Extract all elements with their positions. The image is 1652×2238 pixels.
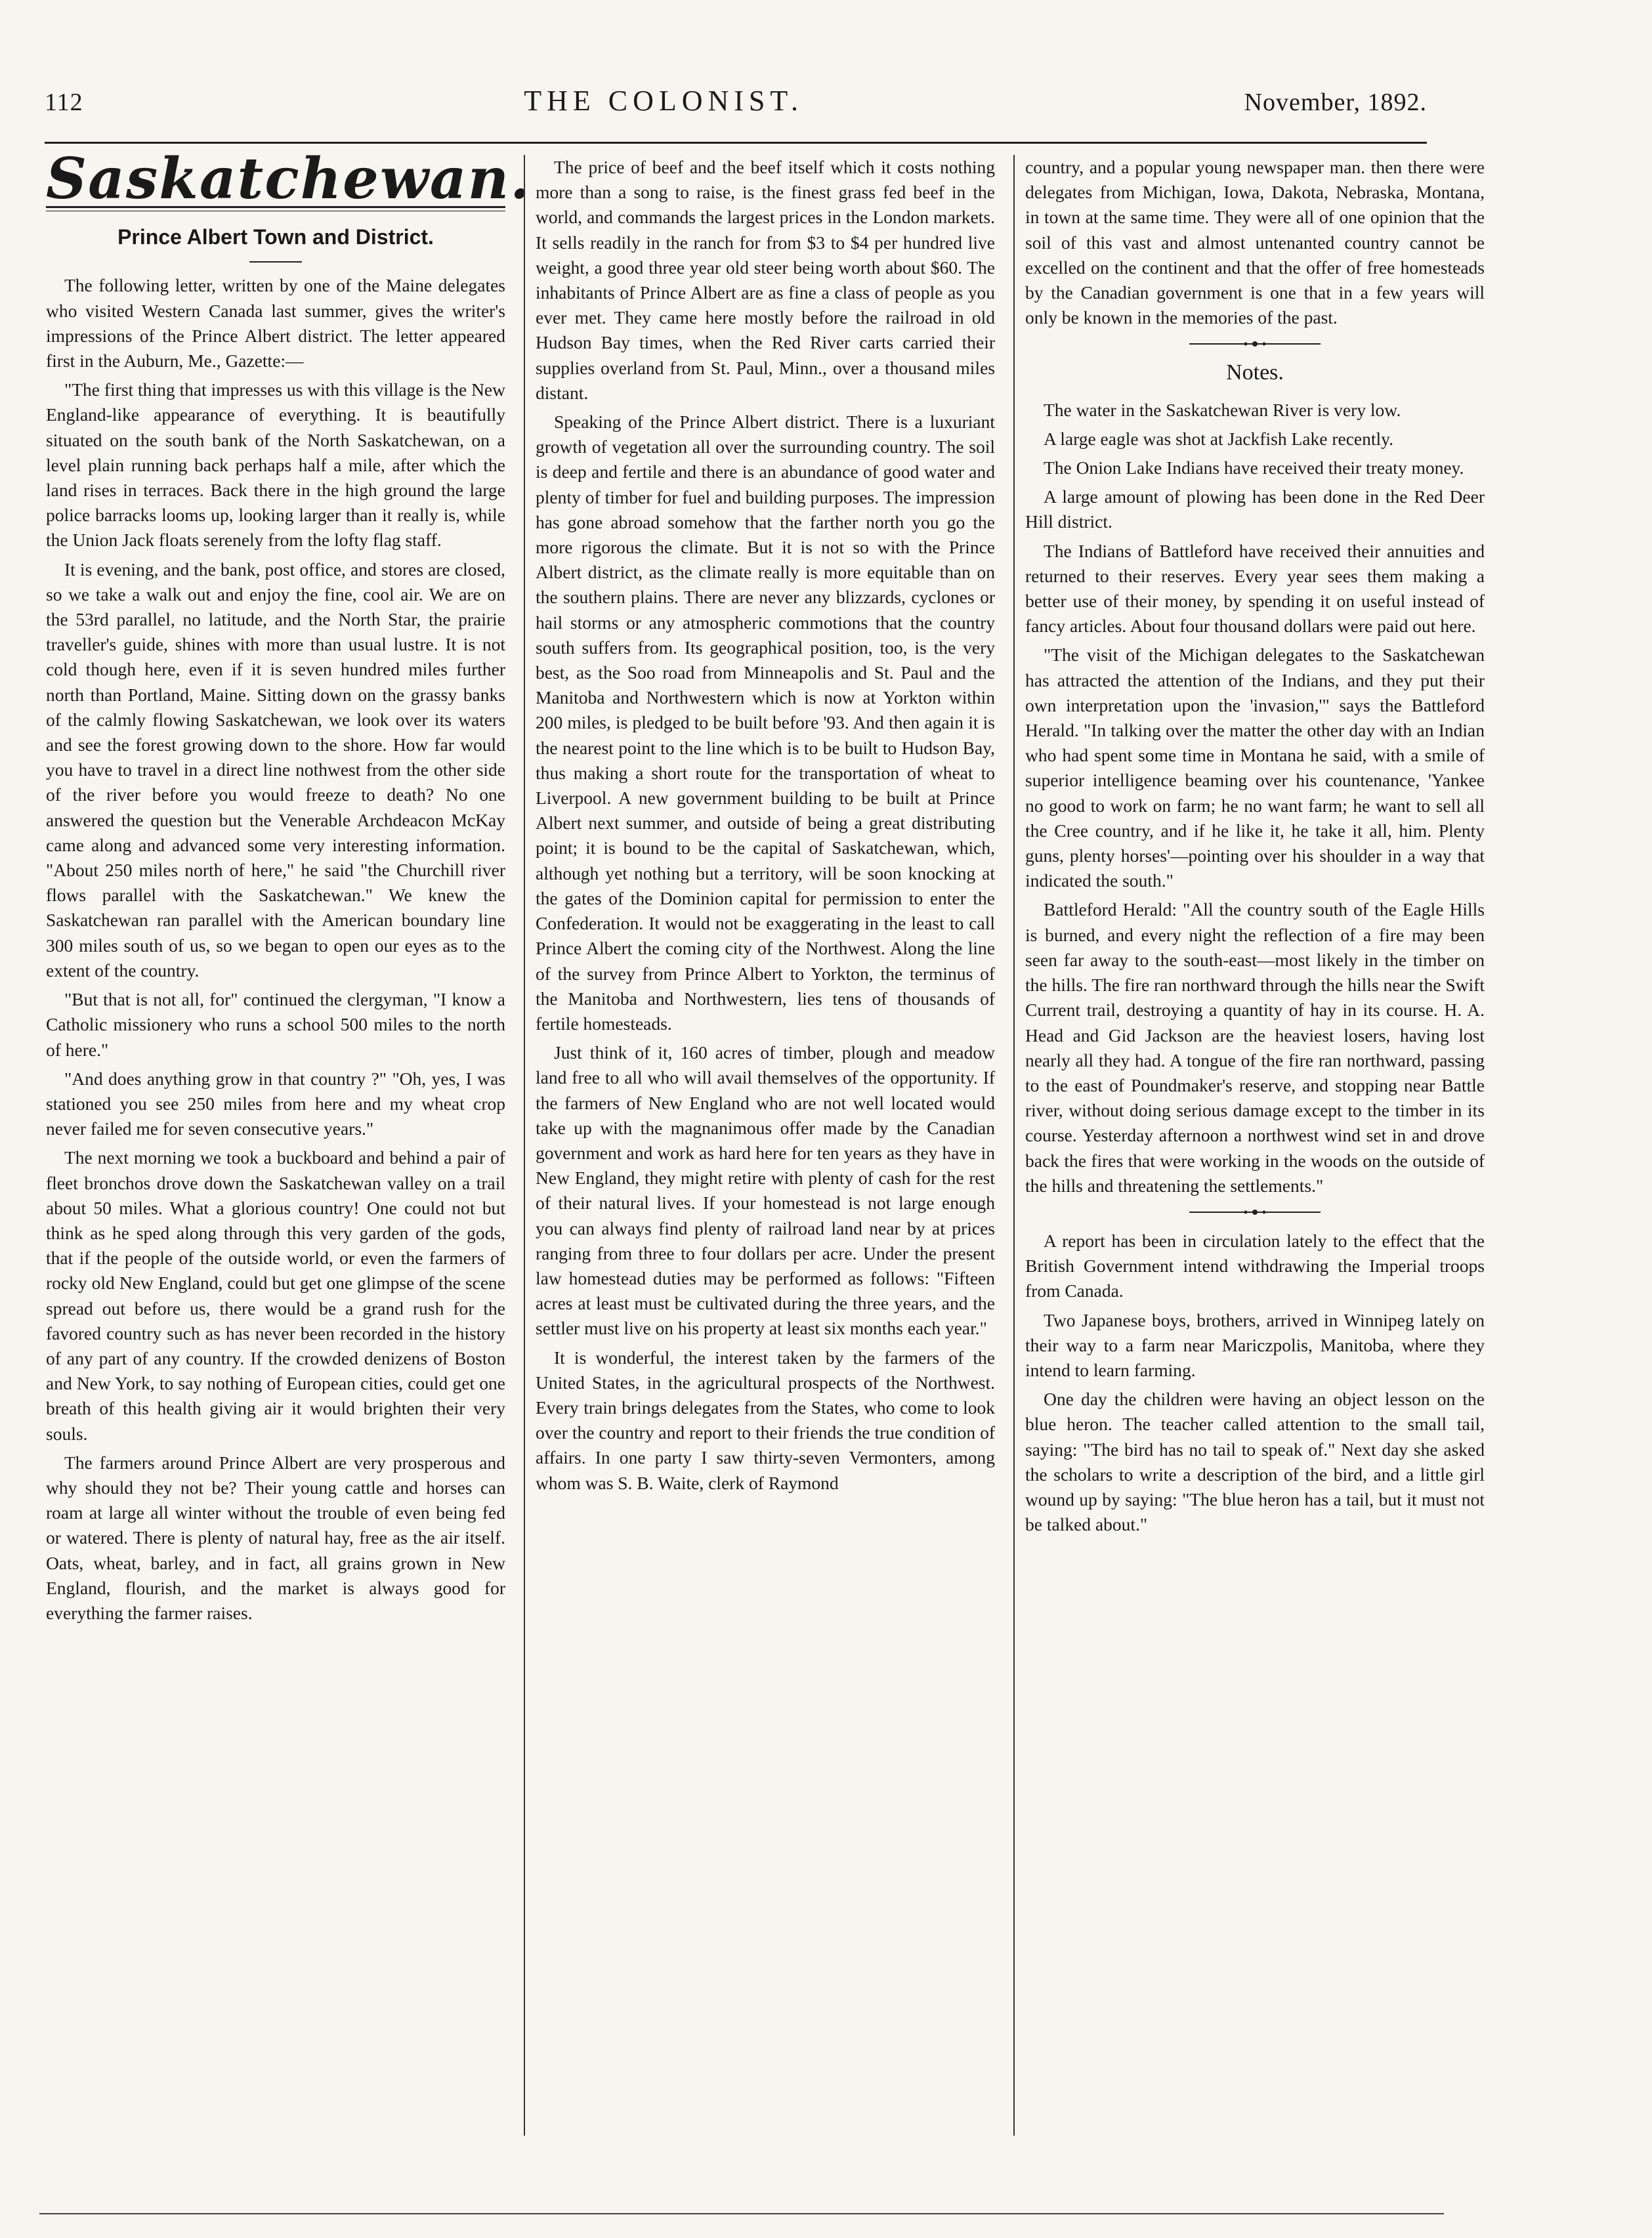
article-paragraph: Speaking of the Prince Albert district. There is a luxuriant growth of vegetation all over the surrounding country. The soil is deep and fertile and there is an abundance of good water and plenty of timber for fuel and building purposes. The impression has gone abroad somehow that the farther north you go the more rigorous the climate. But it is not so with the Prince Albert district, as the climate really is more equitable than on the southern plains. There are never any blizzards, cyclones or hail storms or any atmospheric commotions that the country south suffers from. Its geographical position, too, is the very best, as the Soo road from Minneapolis and St. Paul and the Manitoba and Northwestern which is now at Yorkton within 200 miles, is pledged to be built before '93. And then again it is the nearest point to the line which is to be built to Hudson Bay, thus making a short route for the transportation of wheat to Liverpool. A new government building to be built at Prince Albert next summer, and outside of being a great distributing point; it is bound to be the capital of Saskatchewan, which, although yet nothing but a territory, will be soon knocking at the gates of the Dominion capital for permission to enter the Confederation. It would not be exaggerating in the least to call Prince Albert the coming city of the Northwest. Along the line of the survey from Prince Albert to Yorkton, the terminus of the Manitoba and Northwestern, lies tens of thousands of fertile homesteads.: [536, 412, 995, 1034]
article-paragraph: The next morning we took a buckboard and behind a pair of fleet bronchos drove down the Saskatchewan valley on a trail about 50 miles. What a glorious country! One could not but think as he sped along through this very garden of the gods, that if the people of the outside world, or even the farmers of rocky old New England, could but get one glimpse of the scene spread out before us, there would be a grand rush for the favored country such as has never been recorded in the history of any part of any country. If the crowded denizens of Boston and New York, to say nothing of European cities, could get one breath of this health giving air it would brighten their very souls.: [46, 1147, 505, 1444]
note-paragraph: "The visit of the Michigan delegates to the Saskatchewan has attracted the attention of the Indians, and they put their own interpretation upon the 'invasion,'" says the Battleford Herald. "In talking over the matter the other day with an Indian who had spent some time in Montana he said, with a smile of superior intelligence beaming over his countenance, 'Yankee no good to work on farm; he no want farm; he want to sell all the Cree country, and if he like it, he take it all, him. Plenty guns, plenty horses'—pointing over his shoulder in a way that indicated the south.": [1025, 644, 1485, 891]
article-paragraph: country, and a popular young newspaper man. then there were delegates from Michigan, Iowa, Dakota, Nebraska, Montana, in town at the same time. They were all of one opinion that the soil of this vast and almost untenanted country cannot be excelled on the continent and that the offer of free homesteads by the Canadian government is one that in a few years will only be known in the memories of the past.: [1025, 157, 1485, 328]
column-2: [536, 155, 995, 1500]
ornament-separator: [1025, 339, 1485, 348]
issue-date: November, 1892.: [1244, 89, 1427, 116]
article-paragraph: Just think of it, 160 acres of timber, plough and meadow land free to all who will avail themselves of the opportunity. If the farmers of New England who are not well located would take up with the magnanimous offer made by the Canadian government and work as hard here for ten years as they have in New England, they might retire with plenty of cash for the rest of their natural lives. If your homestead is not large enough you can always find plenty of railroad land near by at prices ranging from three to four dollars per acre. Under the present law homestead duties may be performed as follows: "Fifteen acres at least must be cultivated during the three years, and the settler must live on his property at least six months each year.": [536, 1042, 995, 1339]
article-paragraph: "The first thing that impresses us with this village is the New England-like appearance of everything. It is beautifully situated on the south bank of the North Saskatchewan, on a level plain running back perhaps half a mile, after which the land rises in terraces. Back there in the high ground the large police barracks looms up, looking larger than it really is, while the Union Jack floats serenely from the lofty flag staff.: [46, 379, 505, 551]
column-1: [46, 146, 532, 1630]
running-head: [45, 84, 1427, 130]
note-paragraph: A large amount of plowing has been done in the Red Deer Hill district.: [1025, 486, 1485, 532]
section-masthead: Saskatchewan.: [46, 146, 532, 212]
article-paragraph: It is wonderful, the interest taken by the farmers of the United States, in the agricultural prospects of the Northwest. Every train brings delegates from the States, who come to look over the country and report to their friends the true condition of affairs. In one party I saw thirty-seven Vermonters, among whom was S. B. Waite, clerk of Raymond: [536, 1347, 995, 1493]
note-paragraph: The Indians of Battleford have received their annuities and returned to their reserves. Every year sees them making a better use of their money, by spending it on useful instead of fancy articles. About four thousand dollars were paid out here.: [1025, 540, 1485, 637]
note-paragraph: A large eagle was shot at Jackfish Lake recently.: [1044, 428, 1393, 449]
article-paragraph: The farmers around Prince Albert are very prosperous and why should they not be? Their young cattle and horses can roam at large all winter without the trouble of even being fed or watered. There is plenty of natural hay, free as the air itself. Oats, wheat, barley, and in fact, all grains grown in New England, flourish, and the market is always good for everything the farmer raises.: [46, 1452, 505, 1623]
column-3: [1025, 155, 1485, 1541]
note-paragraph: One day the children were having an object lesson on the blue heron. The teacher called attention to the small tail, saying: "The bird has no tail to speak of." Next day she asked the scholars to write a description of the bird, and a little girl wound up by saying: "The blue heron has a tail, but it must not be talked about.": [1025, 1389, 1485, 1535]
article-heading: Prince Albert Town and District.: [117, 225, 434, 249]
note-paragraph: The water in the Saskatchewan River is very low.: [1044, 399, 1401, 420]
note-paragraph: The Onion Lake Indians have received their treaty money.: [1044, 457, 1464, 478]
page-bottom-rule: [39, 2213, 1444, 2214]
note-paragraph: Battleford Herald: "All the country south of the Eagle Hills is burned, and every night the reflection of a fire may been seen far away to the south-east—most likely in the timber on the hills. The fire ran northward through the hills near the Swift Current trail, destroying a quantity of hay in its course. H. A. Head and Gid Jackson are the heaviest losers, having lost nearly all they had. A tongue of the fire ran northward, passing to the east of Poundmaker's reserve, and stopping near Battle river, without doing serious damage except to the timber in its course. Yesterday afternoon a northwest wind set in and drove back the fires that were working in the woods on the outside of the hills and threatening the settlements.": [1025, 899, 1485, 1196]
page-number: 112: [45, 89, 83, 116]
article-paragraph: The following letter, written by one of the Maine delegates who visited Western Canada last summer, gives the writer's impressions of the Prince Albert district. The letter appeared first in the Auburn, Me., Gazette:—: [46, 275, 505, 371]
notes-heading: Notes.: [1226, 360, 1284, 385]
note-paragraph: A report has been in circulation lately to the effect that the British Government intend withdrawing the Imperial troops from Canada.: [1025, 1230, 1485, 1301]
article-paragraph: "But that is not all, for" continued the clergyman, "I know a Catholic missionery who runs a school 500 miles to the north of here.": [46, 989, 505, 1060]
article-paragraph: "And does anything grow in that country ?" "Oh, yes, I was stationed you see 250 miles from here and my wheat crop never failed me for seven consecutive years.": [46, 1068, 505, 1139]
ornament-separator: [1025, 1208, 1485, 1217]
article-paragraph: The price of beef and the beef itself which it costs nothing more than a song to raise, is the finest grass fed beef in the world, and commands the largest prices in the London markets. It sells readily in the ranch for from $3 to $4 per hundred live weight, a good three year old steer being worth about $60. The inhabitants of Prince Albert are as fine a class of people as you ever met. They came here mostly before the railroad in old Hudson Bay times, when the Red River carts carried their supplies overland from St. Paul, Minn., over a thousand miles distant.: [536, 157, 995, 403]
publication-title: THE COLONIST.: [524, 85, 804, 117]
article-paragraph: It is evening, and the bank, post office, and stores are closed, so we take a walk out and enjoy the fine, cool air. We are on the 53rd parallel, no latitude, and the North Star, the prairie traveller's guide, shines with more than usual lustre. It is not cold though here, even if it is seven hundred miles further north than Portland, Maine. Sitting down on the grassy banks of the calmly flowing Saskatchewan, we look over its waters and see the forest growing down to the shore. How far would you have to travel in a direct line nothwest from the other side of the river before you would freeze to death? No one answered the question but the Venerable Archdeacon McKay came along and advanced some very interesting information. "About 250 miles north of here," he said "the Churchill river flows parallel with the Saskatchewan." We knew the Saskatchewan ran parallel with the American boundary line 300 miles south of us, so we began to open our eyes as to the extent of the country.: [46, 559, 505, 981]
column-rule: [524, 155, 525, 2136]
note-paragraph: Two Japanese boys, brothers, arrived in Winnipeg lately on their way to a farm near Mariczpolis, Manitoba, where they intend to learn farming.: [1025, 1309, 1485, 1380]
header-rule: [45, 142, 1427, 144]
column-rule: [1013, 155, 1015, 2136]
heading-rule: [249, 261, 302, 263]
